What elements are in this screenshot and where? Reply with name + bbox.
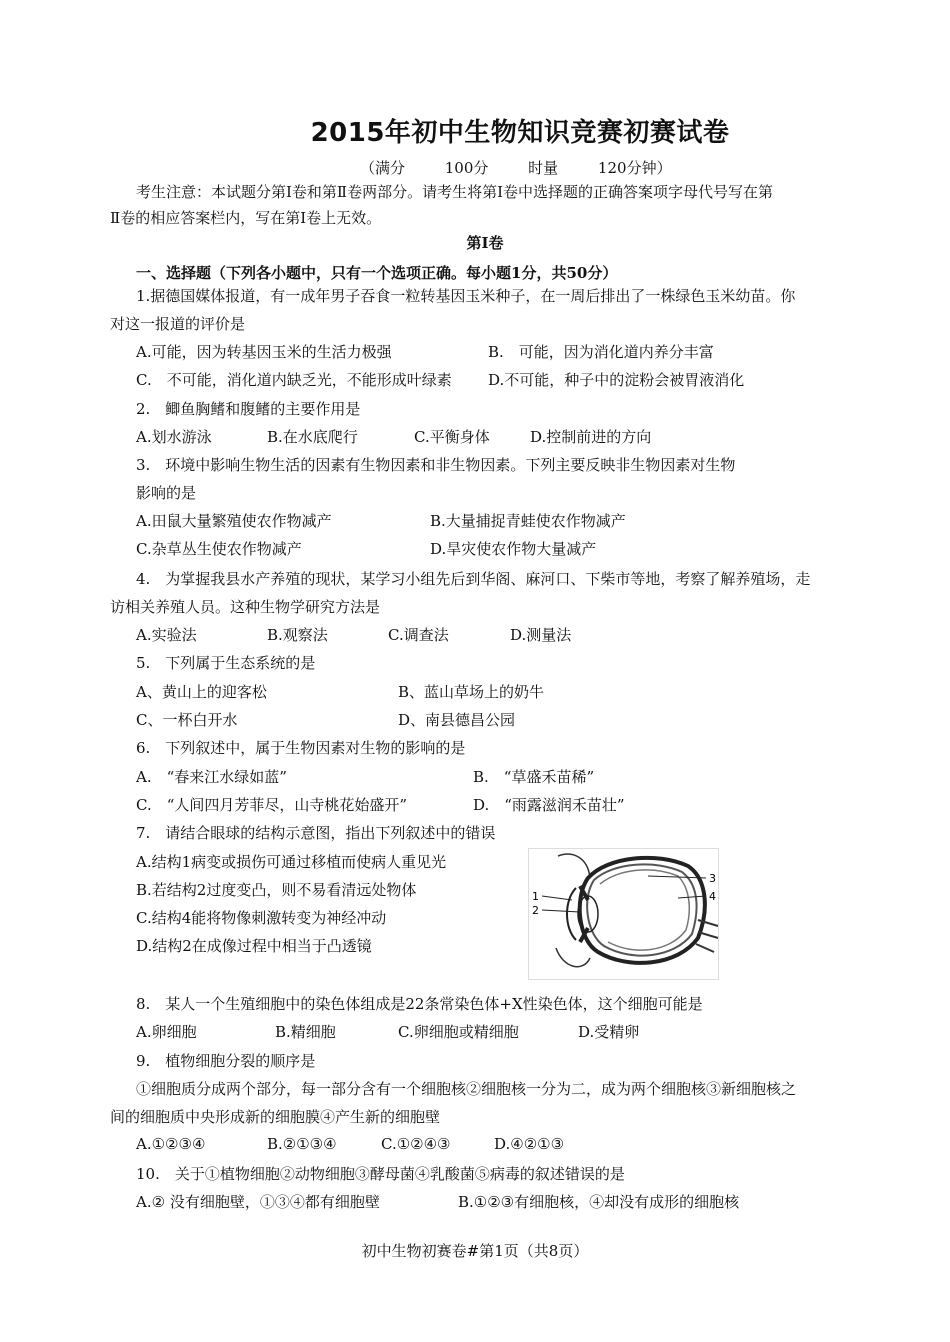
q4-stem-2: 访相关养殖人员。这种生物学研究方法是 xyxy=(110,598,381,616)
q6-option-b: B. “草盛禾苗稀” xyxy=(473,768,595,786)
q3-option-a: A.田鼠大量繁殖使农作物减产 xyxy=(136,512,332,530)
eyeball-diagram xyxy=(528,848,723,980)
part-heading: 一、选择题（下列各小题中，只有一个选项正确。每小题1分，共50分） xyxy=(136,264,618,282)
retina xyxy=(600,870,689,950)
lower-eyelid xyxy=(556,948,590,967)
q9-option-a: A.①②③④ xyxy=(136,1135,206,1153)
cornea xyxy=(567,888,576,940)
q3-option-d: D.旱灾使农作物大量减产 xyxy=(430,540,597,558)
q9-option-b: B.②①③④ xyxy=(267,1135,337,1153)
label-4: 4 xyxy=(709,890,716,903)
q8-option-a: A.卵细胞 xyxy=(136,1023,197,1041)
q8-option-c: C.卵细胞或精细胞 xyxy=(398,1023,519,1041)
q4-option-a: A.实验法 xyxy=(136,626,197,644)
q6-option-c: C. “人间四月芳菲尽，山寺桃花始盛开” xyxy=(136,796,408,814)
notice-line-2: Ⅱ卷的相应答案栏内，写在第Ⅰ卷上无效。 xyxy=(110,209,382,227)
q2-option-c: C.平衡身体 xyxy=(414,428,490,446)
q7-option-b: B.若结构2过度变凸，则不易看清远处物体 xyxy=(136,881,417,899)
q1-option-c: C. 不可能，消化道内缺乏光，不能形成叶绿素 xyxy=(136,371,452,389)
q3-stem-1: 3. 环境中影响生物生活的因素有生物因素和非生物因素。下列主要反映非生物因素对生物 xyxy=(136,456,736,474)
q9-line-1: ①细胞质分成两个部分，每一部分含有一个细胞核②细胞核一分为二，成为两个细胞核③新细胞核之 xyxy=(136,1080,797,1098)
q8-stem: 8. 某人一个生殖细胞中的染色体组成是22条常染色体+X性染色体，这个细胞可能是 xyxy=(136,995,703,1013)
q6-option-a: A. “春来江水绿如蓝” xyxy=(136,768,287,786)
q2-option-d: D.控制前进的方向 xyxy=(530,428,652,446)
exam-info: （满分 100分 时量 120分钟） xyxy=(360,159,672,177)
label-line-4 xyxy=(678,896,706,898)
label-line-1 xyxy=(542,896,572,900)
q1-option-a: A.可能，因为转基因玉米的生活力极强 xyxy=(136,343,392,361)
q1-stem-1: 1.据德国媒体报道，有一成年男子吞食一粒转基因玉米种子，在一周后排出了一株绿色玉米幼苗。你 xyxy=(136,287,796,305)
q2-option-b: B.在水底爬行 xyxy=(267,428,358,446)
q4-stem-1: 4. 为掌握我县水产养殖的现状，某学习小组先后到华阁、麻河口、下柴市等地，考察了解养殖场，走 xyxy=(136,570,811,588)
q4-option-b: B.观察法 xyxy=(267,626,328,644)
page-title: 2015年初中生物知识竞赛初赛试卷 xyxy=(310,118,730,148)
label-1: 1 xyxy=(532,890,539,903)
section-title: 第Ⅰ卷 xyxy=(466,234,504,252)
label-line-2 xyxy=(542,910,580,912)
q8-option-b: B.精细胞 xyxy=(275,1023,336,1041)
q5-option-a: A、黄山上的迎客松 xyxy=(136,683,267,701)
q4-option-c: C.调查法 xyxy=(388,626,449,644)
q7-option-a: A.结构1病变或损伤可通过移植而使病人重见光 xyxy=(136,853,447,871)
q5-stem: 5. 下列属于生态系统的是 xyxy=(136,654,316,672)
q9-option-c: C.①②④③ xyxy=(381,1135,451,1153)
q2-option-a: A.划水游泳 xyxy=(136,428,212,446)
q4-option-d: D.测量法 xyxy=(510,626,572,644)
notice-line-1: 考生注意：本试题分第Ⅰ卷和第Ⅱ卷两部分。请考生将第Ⅰ卷中选择题的正确答案项字母代号写在第 xyxy=(136,183,774,201)
q5-option-c: C、一杯白开水 xyxy=(136,711,238,729)
q7-option-d: D.结构2在成像过程中相当于凸透镜 xyxy=(136,937,372,955)
q9-option-d: D.④②①③ xyxy=(494,1135,565,1153)
upper-eyelid xyxy=(558,854,590,878)
q1-stem-2: 对这一报道的评价是 xyxy=(110,315,246,333)
q6-option-d: D. “雨露滋润禾苗壮” xyxy=(473,796,625,814)
q9-stem: 9. 植物细胞分裂的顺序是 xyxy=(136,1052,316,1070)
q5-option-d: D、南县德昌公园 xyxy=(398,711,516,729)
label-2: 2 xyxy=(532,904,539,917)
q3-stem-2: 影响的是 xyxy=(136,484,197,502)
q2-stem: 2. 鲫鱼胸鳍和腹鳍的主要作用是 xyxy=(136,400,361,418)
q10-option-b: B.①②③有细胞核，④却没有成形的细胞核 xyxy=(458,1193,740,1211)
q1-option-b: B. 可能，因为消化道内养分丰富 xyxy=(488,343,714,361)
q8-option-d: D.受精卵 xyxy=(578,1023,640,1041)
q7-stem: 7. 请结合眼球的结构示意图，指出下列叙述中的错误 xyxy=(136,824,496,842)
q9-line-2: 间的细胞质中央形成新的细胞膜④产生新的细胞壁 xyxy=(110,1108,441,1126)
q3-option-c: C.杂草丛生使农作物减产 xyxy=(136,540,302,558)
q3-option-b: B.大量捕捉青蛙使农作物减产 xyxy=(430,512,626,530)
q7-option-c: C.结构4能将物像刺激转变为神经冲动 xyxy=(136,909,387,927)
q10-stem: 10. 关于①植物细胞②动物细胞③酵母菌④乳酸菌⑤病毒的叙述错误的是 xyxy=(136,1165,625,1183)
page-footer: 初中生物初赛卷#第1页（共8页） xyxy=(361,1242,589,1260)
q5-option-b: B、蓝山草场上的奶牛 xyxy=(398,683,545,701)
q1-option-d: D.不可能，种子中的淀粉会被胃液消化 xyxy=(488,371,745,389)
label-3: 3 xyxy=(709,872,716,885)
q10-option-a: A.② 没有细胞壁，①③④都有细胞壁 xyxy=(136,1193,380,1211)
q6-stem: 6. 下列叙述中，属于生物因素对生物的影响的是 xyxy=(136,739,466,757)
